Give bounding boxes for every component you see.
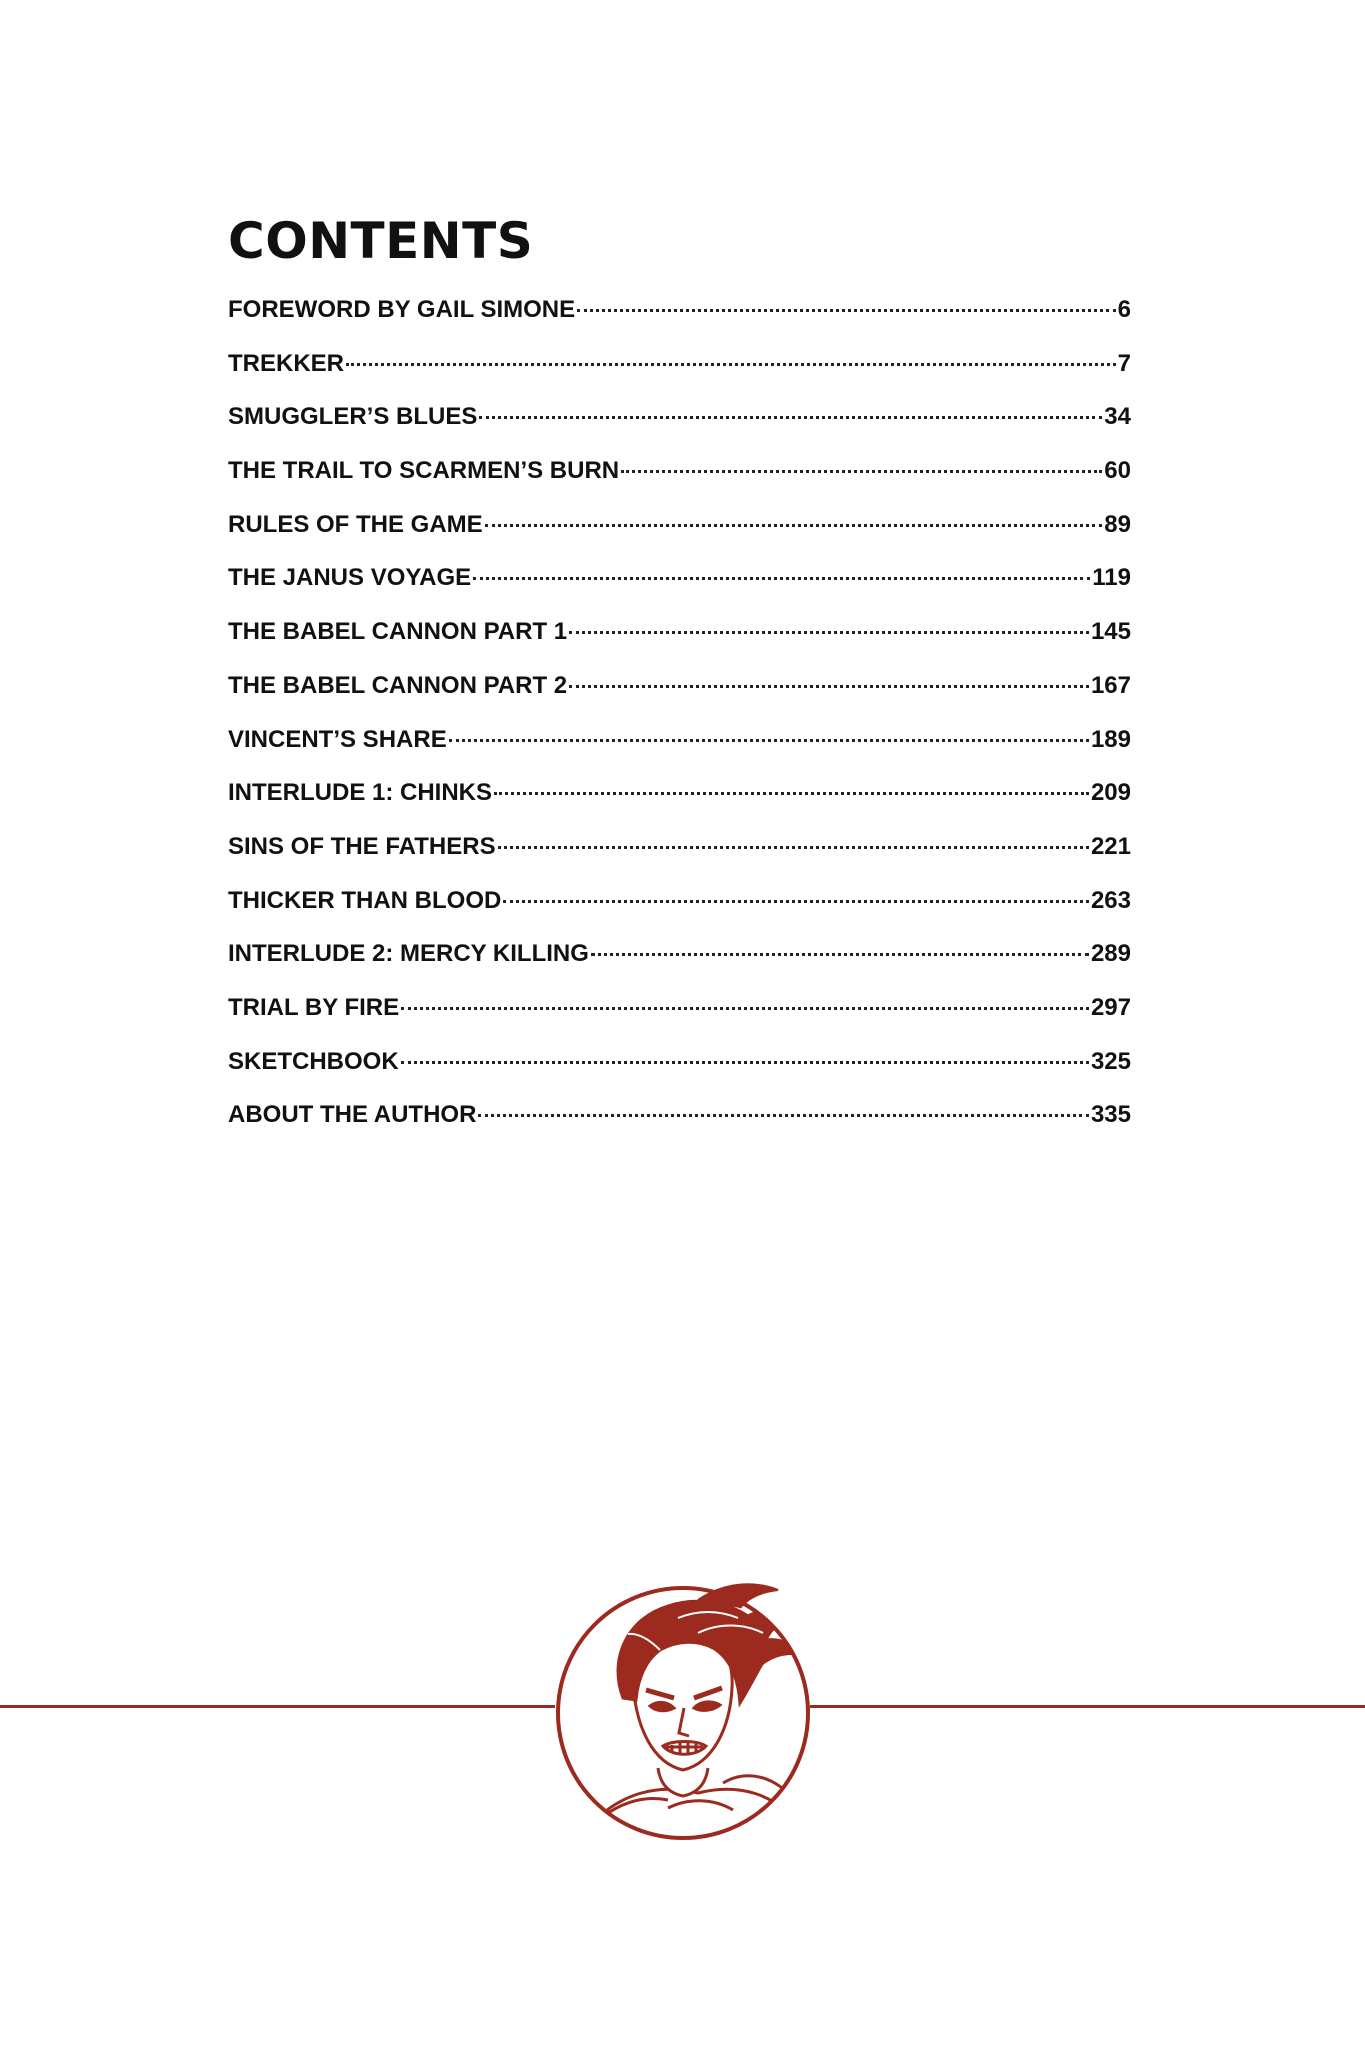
toc-dot-leader bbox=[503, 900, 1089, 903]
divider-line-right bbox=[810, 1705, 1365, 1708]
toc-entry bbox=[228, 503, 1131, 557]
toc-dot-leader bbox=[485, 524, 1103, 527]
toc-dot-leader bbox=[479, 416, 1102, 419]
toc-entry-title: SINS OF THE FATHERS bbox=[228, 832, 496, 860]
toc-entry-page-number: 221 bbox=[1090, 832, 1131, 860]
toc-dot-leader bbox=[449, 739, 1089, 742]
toc-entry-title: THE BABEL CANNON PART 1 bbox=[228, 618, 568, 646]
toc-entry-page-number: 189 bbox=[1090, 725, 1131, 753]
toc-dot-leader bbox=[591, 953, 1089, 956]
toc-entry-title: TRIAL BY FIRE bbox=[228, 993, 400, 1021]
toc-dot-leader bbox=[346, 363, 1116, 366]
toc-entry bbox=[228, 1040, 1131, 1094]
toc-entry-title: VINCENT’S SHARE bbox=[228, 725, 447, 753]
toc-entry bbox=[228, 664, 1131, 718]
toc-dot-leader bbox=[577, 309, 1116, 312]
toc-entry bbox=[228, 771, 1131, 825]
toc-entry-page-number: 297 bbox=[1090, 993, 1131, 1021]
toc-dot-leader bbox=[473, 577, 1090, 580]
toc-entry-title: RULES OF THE GAME bbox=[228, 510, 483, 538]
toc-entry-page-number: 209 bbox=[1090, 779, 1131, 807]
toc-entry-title: THICKER THAN BLOOD bbox=[228, 886, 502, 914]
toc-entry-title: THE JANUS VOYAGE bbox=[228, 564, 472, 592]
toc-entry-page-number: 60 bbox=[1104, 457, 1131, 485]
toc-dot-leader bbox=[478, 1114, 1089, 1117]
toc-entry bbox=[228, 718, 1131, 772]
toc-entry-page-number: 335 bbox=[1090, 1101, 1131, 1129]
toc-entry-title: INTERLUDE 1: CHINKS bbox=[228, 779, 493, 807]
toc-entry-title: SMUGGLER’S BLUES bbox=[228, 403, 478, 431]
heroine-portrait-emblem-icon bbox=[548, 1578, 818, 1848]
toc-entry-page-number: 89 bbox=[1104, 510, 1131, 538]
toc-entry bbox=[228, 395, 1131, 449]
page-title: CONTENTS bbox=[228, 212, 534, 270]
toc-dot-leader bbox=[621, 470, 1102, 473]
toc-entry bbox=[228, 1093, 1131, 1147]
toc-entry-page-number: 6 bbox=[1117, 296, 1131, 323]
toc-entry-page-number: 119 bbox=[1092, 564, 1131, 592]
toc-entry-page-number: 145 bbox=[1090, 618, 1131, 646]
toc-entry-title: ABOUT THE AUTHOR bbox=[228, 1101, 477, 1129]
toc-entry-title: FOREWORD BY GAIL SIMONE bbox=[228, 296, 576, 323]
toc-entry-page-number: 7 bbox=[1117, 349, 1131, 377]
toc-entry-title: INTERLUDE 2: MERCY KILLING bbox=[228, 940, 589, 968]
toc-entry-page-number: 167 bbox=[1090, 671, 1131, 699]
toc-dot-leader bbox=[494, 792, 1089, 795]
divider-line-left bbox=[0, 1705, 555, 1708]
toc-entry bbox=[228, 610, 1131, 664]
toc-dot-leader bbox=[401, 1007, 1089, 1010]
toc-entry-page-number: 263 bbox=[1090, 886, 1131, 914]
toc-entry-title: THE BABEL CANNON PART 2 bbox=[228, 671, 568, 699]
toc-dot-leader bbox=[498, 846, 1089, 849]
toc-entry-title: TREKKER bbox=[228, 349, 345, 377]
toc-entry bbox=[228, 825, 1131, 879]
toc-entry bbox=[228, 556, 1131, 610]
table-of-contents bbox=[228, 288, 1131, 1147]
toc-entry bbox=[228, 932, 1131, 986]
toc-entry-page-number: 325 bbox=[1090, 1047, 1131, 1075]
toc-dot-leader bbox=[569, 685, 1089, 688]
toc-entry bbox=[228, 986, 1131, 1040]
toc-entry bbox=[228, 288, 1131, 342]
toc-entry bbox=[228, 342, 1131, 396]
toc-dot-leader bbox=[569, 631, 1089, 634]
toc-entry-page-number: 289 bbox=[1090, 940, 1131, 968]
toc-entry bbox=[228, 449, 1131, 503]
toc-dot-leader bbox=[401, 1061, 1089, 1064]
toc-entry bbox=[228, 879, 1131, 933]
toc-entry-page-number: 34 bbox=[1104, 403, 1131, 431]
toc-entry-title: THE TRAIL TO SCARMEN’S BURN bbox=[228, 457, 620, 485]
toc-entry-title: SKETCHBOOK bbox=[228, 1047, 399, 1075]
